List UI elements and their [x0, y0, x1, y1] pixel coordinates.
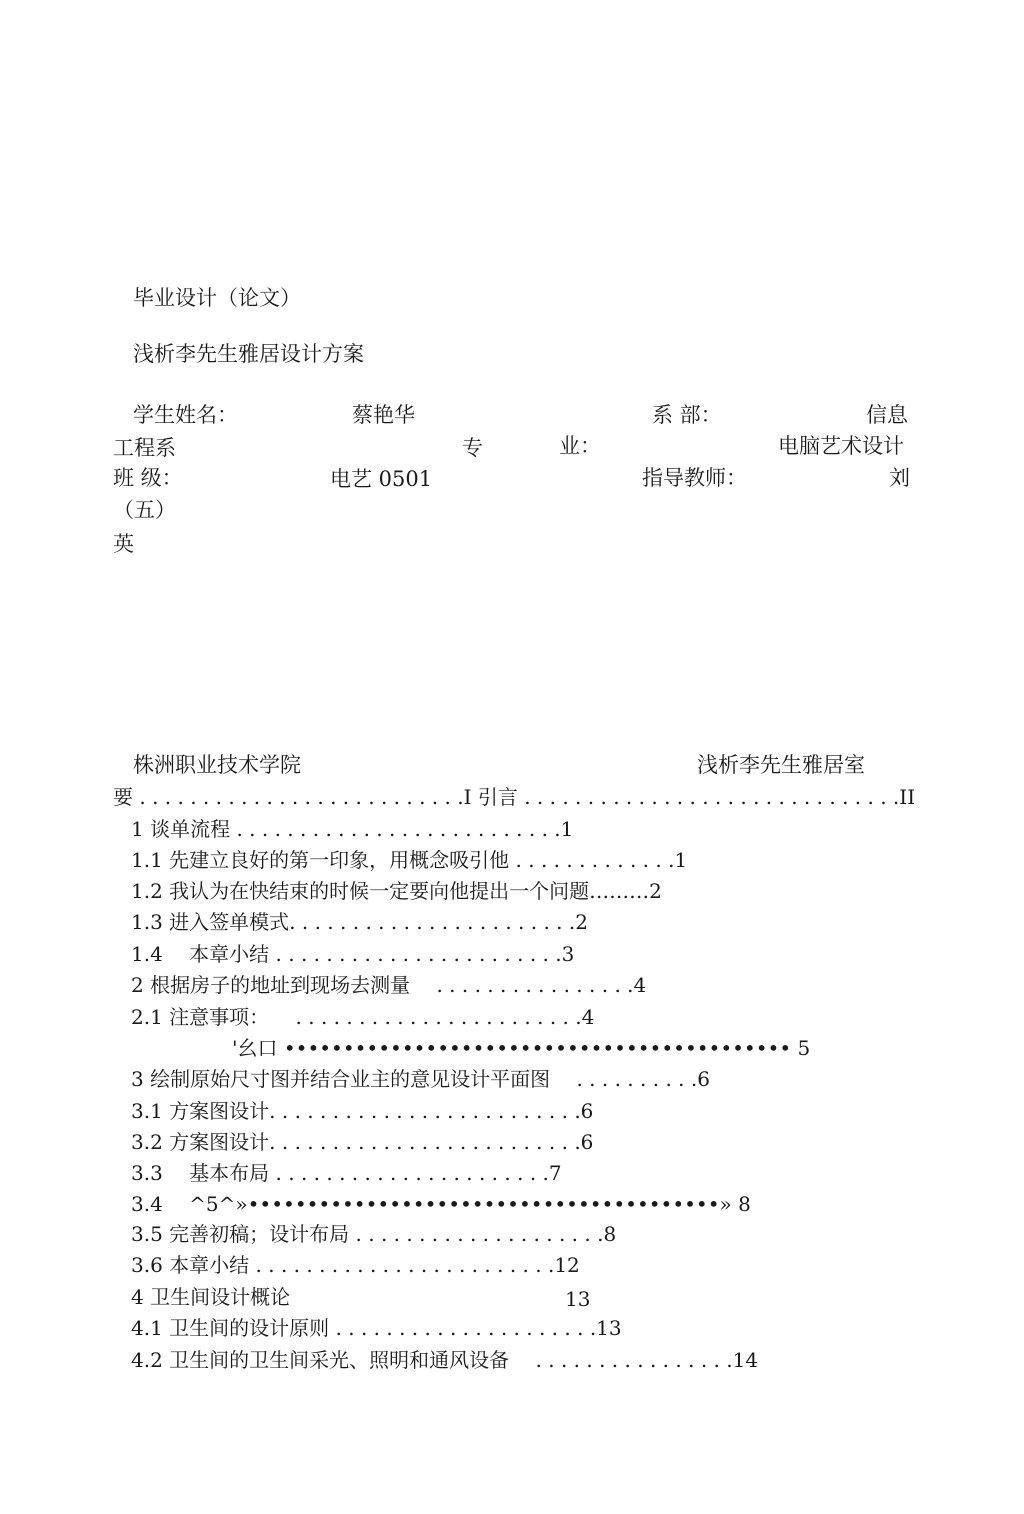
- toc-entry: 3.1 方案图设计. . . . . . . . . . . . . . . . . . . . . . . . .6: [131, 1099, 594, 1123]
- advisor-label: 指导教师：: [642, 466, 747, 490]
- toc-entry-page: 13: [565, 1287, 591, 1311]
- school-name: 株洲职业技术学院: [133, 753, 301, 777]
- toc-entry: 1.2 我认为在快结束的时候一定要向他提出一个问题………2: [131, 879, 662, 903]
- toc-entry: 3.6 本章小结 . . . . . . . . . . . . . . . . . . . . . . . .12: [131, 1253, 580, 1277]
- advisor-value-part2: （五）: [113, 498, 176, 522]
- toc-entry: 2.1 注意事项： . . . . . . . . . . . . . . . . . . . . . . .4: [131, 1005, 595, 1029]
- department-value-part1: 信息: [866, 403, 908, 427]
- toc-entry-abstract: 要 . . . . . . . . . . . . . . . . . . . . . . . . . .I 引言 . . . . . . . . . . . . . . . . . . . . . . . . . . . . . .II: [113, 785, 916, 809]
- toc-entry-garbled: 3.4 ^5^»••••••••••••••••••••••••••••••••••••••••» 8: [131, 1192, 751, 1216]
- toc-entry: 4.2 卫生间的卫生间采光、照明和通风设备 . . . . . . . . . . . . . . . .14: [131, 1348, 759, 1372]
- toc-entry: 3 绘制原始尺寸图并结合业主的意见设计平面图 . . . . . . . . . .6: [131, 1067, 710, 1091]
- class-value: 电艺 0501: [330, 467, 433, 491]
- major-value: 电脑艺术设计: [778, 434, 904, 458]
- major-label-part1: 专: [462, 436, 483, 460]
- toc-entry: 3.2 方案图设计. . . . . . . . . . . . . . . . . . . . . . . . .6: [131, 1130, 594, 1154]
- advisor-value-part3: 英: [113, 532, 134, 556]
- document-type: 毕业设计（论文）: [133, 286, 301, 310]
- toc-entry: 3.5 完善初稿；设计布局 . . . . . . . . . . . . . . . . . . . .8: [131, 1222, 617, 1246]
- toc-entry: 1 谈单流程 . . . . . . . . . . . . . . . . . . . . . . . . . .1: [131, 817, 574, 841]
- department-label: 系 部：: [652, 403, 722, 427]
- toc-entry: 3.3 基本布局 . . . . . . . . . . . . . . . . . . . . . .7: [131, 1161, 562, 1185]
- toc-entry: 1.1 先建立良好的第一印象，用概念吸引他 . . . . . . . . . . . . .1: [131, 848, 688, 872]
- class-label: 班 级：: [113, 466, 183, 490]
- running-title: 浅析李先生雅居室: [697, 753, 865, 777]
- student-name-label: 学生姓名：: [133, 403, 238, 427]
- toc-entry: 1.3 进入签单模式. . . . . . . . . . . . . . . . . . . . . . .2: [131, 910, 588, 934]
- student-name-value: 蔡艳华: [352, 403, 415, 427]
- toc-entry: 1.4 本章小结 . . . . . . . . . . . . . . . . . . . . . . .3: [131, 942, 575, 966]
- toc-entry-garbled: '幺口 ••••••••••••••••••••••••••••••••••••••••••• 5: [232, 1036, 811, 1060]
- advisor-value-part1: 刘: [889, 466, 910, 490]
- thesis-title: 浅析李先生雅居设计方案: [133, 342, 364, 366]
- major-label-part2: 业：: [559, 434, 601, 458]
- toc-entry-title: 4 卫生间设计概论: [131, 1285, 291, 1309]
- department-value-part2: 工程系: [113, 436, 176, 460]
- toc-entry: 4.1 卫生间的设计原则 . . . . . . . . . . . . . . . . . . . . .13: [131, 1316, 622, 1340]
- toc-entry: 2 根据房子的地址到现场去测量 . . . . . . . . . . . . . . . .4: [131, 973, 647, 997]
